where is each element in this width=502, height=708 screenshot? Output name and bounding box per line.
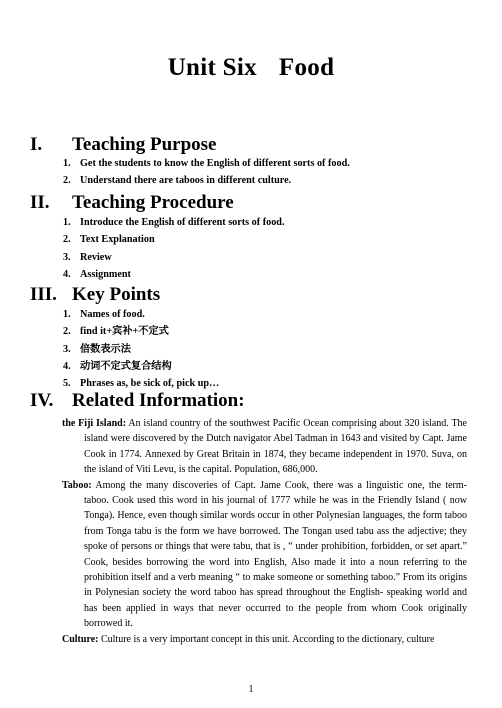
title-part-2: Food bbox=[278, 54, 335, 81]
list-item: 1. Names of food. bbox=[63, 309, 145, 320]
section-heading-key-points: III. Key Points bbox=[30, 284, 161, 305]
key-points-list bbox=[63, 306, 219, 392]
teaching-purpose-list bbox=[63, 155, 350, 190]
list-item: 4. 动词不定式复合结构 bbox=[63, 360, 172, 372]
page-title bbox=[0, 54, 502, 82]
section-heading-teaching-purpose: I. Teaching Purpose bbox=[30, 134, 217, 155]
page-number: 1 bbox=[248, 684, 254, 695]
list-item: 3. Review bbox=[63, 251, 112, 263]
teaching-procedure-list bbox=[63, 214, 285, 283]
info-paragraph-culture: Culture: Culture is a very important concept in this unit. According to the dictionary, culture bbox=[62, 633, 435, 645]
info-paragraph-fiji: the Fiji Island: An island country of the southwest Pacific Ocean comprising about 320 island. The island were discovered by the Dutch navigator Abel Tadman in 1643 and visited by Capt. Jame Cook in 1774. Annexed by Great Britain in 1874, they became independent in 1970. Suva, on the island of Viti Levu, is the capital. Population, 686,000. bbox=[62, 418, 467, 476]
list-item: 2. Understand there are taboos in different culture. bbox=[63, 175, 292, 187]
info-paragraph-taboo: Taboo: Among the many discoveries of Capt. Jame Cook, there was a linguistic one, the term- taboo. Cook used this word in his journal of 1777 while he was in the Friendly Island ( now Tonga). Hence, even though similar words occur in other Polynesian languages, the form taboo from Tonga tabu is the form we have borrowed. The Tongan used tabu ass the adjective; they spoke of persons or things that were tabu, that is , “ under prohibition, forbidden, or set apart.” Cook, besides borrowing the word into English, Also made it into a noun referring to the prohibition itself and a verb meaning “ to make someone or something taboo.” From its origins in Polynesian society the word taboo has spread throughout the English- speaking world and has been applied in ways that never occurred to the people from whom Cook originally borrowed it. bbox=[62, 479, 467, 630]
section-heading-related-information: IV. Related Information: bbox=[30, 390, 245, 411]
list-item: 4. Assignment bbox=[63, 268, 131, 280]
list-item: 5. Phrases as, be sick of, pick up… bbox=[63, 378, 220, 390]
list-item: 2. Text Explanation bbox=[63, 234, 155, 246]
list-item: 3. 倍数表示法 bbox=[63, 343, 131, 355]
list-item: 1. Introduce the English of different sorts of food. bbox=[63, 217, 285, 228]
list-item: 2. find it+宾补+不定式 bbox=[63, 326, 169, 338]
title-part-1: Unit Six bbox=[167, 54, 257, 81]
related-information-body bbox=[62, 416, 467, 647]
section-heading-teaching-procedure: II. Teaching Procedure bbox=[30, 192, 234, 213]
list-item: 1. Get the students to know the English of different sorts of food. bbox=[63, 158, 350, 169]
